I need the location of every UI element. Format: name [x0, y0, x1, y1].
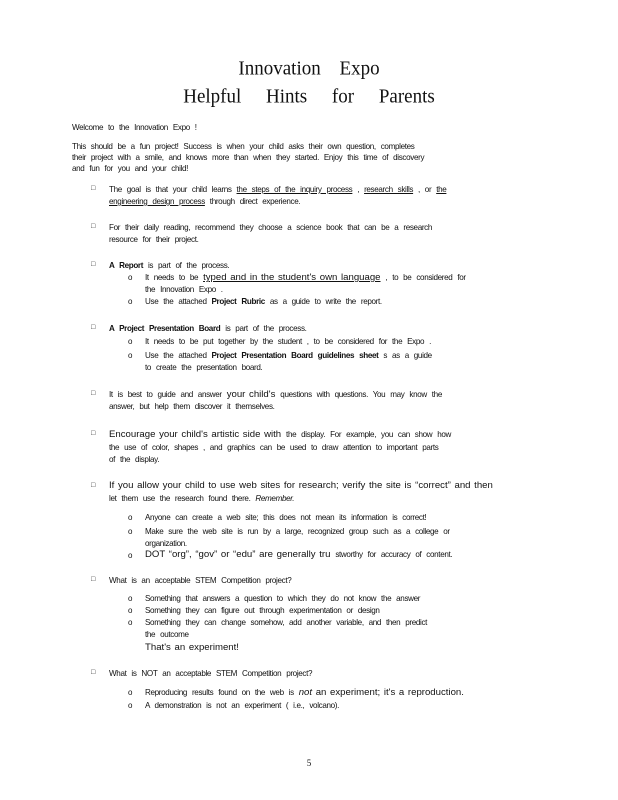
web-line-1: If you allow your child to use web sites for research; verify the site is “correct” and then — [109, 480, 493, 491]
goal-separator: , — [352, 185, 365, 194]
web-sub-3-big: DOT “org”, “gov” or “edu” are generally tru — [145, 549, 331, 560]
goal-text: The goal is that your child learns — [109, 185, 237, 194]
welcome-line: Welcome to the Innovation Expo ! — [72, 123, 197, 132]
page-subtitle: Helpful Hints for Parents — [183, 85, 435, 108]
sub-bullet-icon: o — [128, 527, 133, 536]
square-bullet-icon: □ — [91, 223, 96, 230]
page-title: Innovation Expo — [238, 57, 380, 80]
web-line-2-a: let them use the research found there. — [109, 494, 256, 503]
board-guidelines: Project Presentation Board guidelines sheet — [211, 351, 379, 360]
sub-bullet-icon: o — [128, 273, 133, 282]
reading-line-1: For their daily reading, recommend they choose a science book that can be a research — [109, 223, 433, 232]
sub-bullet-icon: o — [128, 351, 133, 360]
sub-bullet-icon: o — [128, 606, 133, 615]
board-heading: A Project Presentation Board — [109, 324, 221, 333]
guide-a: It is best to guide and answer — [109, 390, 227, 399]
web-sub-3-rest: stworthy for accuracy of content. — [330, 550, 453, 559]
report-sub-1-a: It needs to be — [145, 273, 204, 282]
acceptable-sub-3: Something they can change somehow, add another variable, and then predict — [145, 618, 428, 627]
goal-line-1 — [109, 185, 446, 196]
intro-line-2: their project with a smile, and knows more than when they started. Enjoy this time of discovery — [72, 153, 425, 162]
notacceptable-sub-1-a: Reproducing results found on the web is — [145, 688, 299, 697]
report-sub-1-b: , to be considered for — [380, 273, 466, 282]
sub-bullet-icon: o — [128, 551, 133, 560]
web-sub-2-line-2: organization. — [145, 539, 187, 548]
notacceptable-sub-1-b: an experiment; it's a reproduction. — [312, 687, 464, 698]
guide-big: your child's — [226, 389, 276, 400]
board-rest: is part of the process. — [220, 324, 307, 333]
goal-line-2 — [109, 197, 300, 208]
goal-or: , or — [413, 185, 437, 194]
report-sub-2-c: as a guide to write the report. — [264, 297, 382, 306]
intro-line-3: and fun for you and your child! — [72, 164, 189, 173]
sub-bullet-icon: o — [128, 618, 133, 627]
notacceptable-question: What is NOT an acceptable STEM Competition project? — [109, 669, 313, 678]
square-bullet-icon: □ — [91, 261, 96, 268]
board-sub-2-line-2: to create the presentation board. — [145, 363, 263, 372]
reading-line-2: resource for their project. — [109, 235, 199, 244]
goal-the: the — [436, 185, 447, 194]
web-line-2 — [109, 494, 294, 505]
notacceptable-sub-1 — [145, 688, 464, 699]
acceptable-question: What is an acceptable STEM Competition project? — [109, 576, 292, 585]
report-line — [109, 261, 229, 272]
guide-line-2: answer, but help them discover it themselves. — [109, 402, 275, 411]
sub-bullet-icon: o — [128, 594, 133, 603]
sub-bullet-icon: o — [128, 513, 133, 522]
report-heading: A Report — [109, 261, 144, 270]
inquiry-process-link: the steps of the inquiry process — [236, 185, 353, 194]
experiment-callout: That's an experiment! — [145, 642, 239, 653]
engineering-design-link: engineering design process — [109, 197, 205, 206]
square-bullet-icon: □ — [91, 324, 96, 331]
square-bullet-icon: □ — [91, 576, 96, 583]
report-sub-2-a: Use the attached — [145, 297, 212, 306]
report-rest: is part of the process. — [143, 261, 230, 270]
typed-requirement: typed and in the student's own language — [203, 272, 381, 283]
report-sub-1-line-2: the Innovation Expo . — [145, 285, 223, 294]
board-sub-2-c: s as a guide — [378, 351, 432, 360]
sub-bullet-icon: o — [128, 297, 133, 306]
sub-bullet-icon: o — [128, 337, 133, 346]
acceptable-sub-2: Something they can figure out through experimentation or design — [145, 606, 380, 615]
page-number: 5 — [306, 758, 312, 768]
artistic-big: Encourage your child's artistic side with — [109, 429, 282, 440]
square-bullet-icon: □ — [91, 669, 96, 676]
board-sub-2-a: Use the attached — [145, 351, 212, 360]
square-bullet-icon: □ — [91, 390, 96, 397]
guide-line-1 — [109, 390, 442, 401]
web-sub-1: Anyone can create a web site; this does not mean its information is correct! — [145, 513, 427, 522]
web-remember: Remember. — [255, 494, 295, 503]
artistic-a: the display. For example, you can show how — [281, 430, 451, 439]
project-rubric: Project Rubric — [211, 297, 265, 306]
report-sub-1 — [145, 273, 466, 284]
goal-tail: through direct experience. — [204, 197, 301, 206]
acceptable-sub-3-line-2: the outcome — [145, 630, 189, 639]
board-sub-2 — [145, 351, 432, 362]
guide-b: questions with questions. You may know the — [275, 390, 442, 399]
report-sub-2 — [145, 297, 382, 308]
research-skills-link: research skills — [364, 185, 414, 194]
notacceptable-not: not — [298, 687, 313, 698]
notacceptable-sub-2: A demonstration is not an experiment ( i.e., volcano). — [145, 701, 340, 710]
acceptable-sub-1: Something that answers a question to which they do not know the answer — [145, 594, 421, 603]
intro-line-1: This should be a fun project! Success is when your child asks their own question, completes — [72, 142, 415, 151]
square-bullet-icon: □ — [91, 430, 96, 437]
web-sub-3 — [145, 550, 452, 561]
sub-bullet-icon: o — [128, 701, 133, 710]
square-bullet-icon: □ — [91, 185, 96, 192]
board-line — [109, 324, 307, 335]
sub-bullet-icon: o — [128, 688, 133, 697]
artistic-line-1 — [109, 430, 451, 441]
board-sub-1: It needs to be put together by the student , to be considered for the Expo . — [145, 337, 431, 346]
square-bullet-icon: □ — [91, 482, 96, 489]
web-sub-2: Make sure the web site is run by a large, recognized group such as a college or — [145, 527, 450, 536]
artistic-line-3: of the display. — [109, 455, 160, 464]
artistic-line-2: the use of color, shapes , and graphics can be used to draw attention to important parts — [109, 443, 439, 452]
